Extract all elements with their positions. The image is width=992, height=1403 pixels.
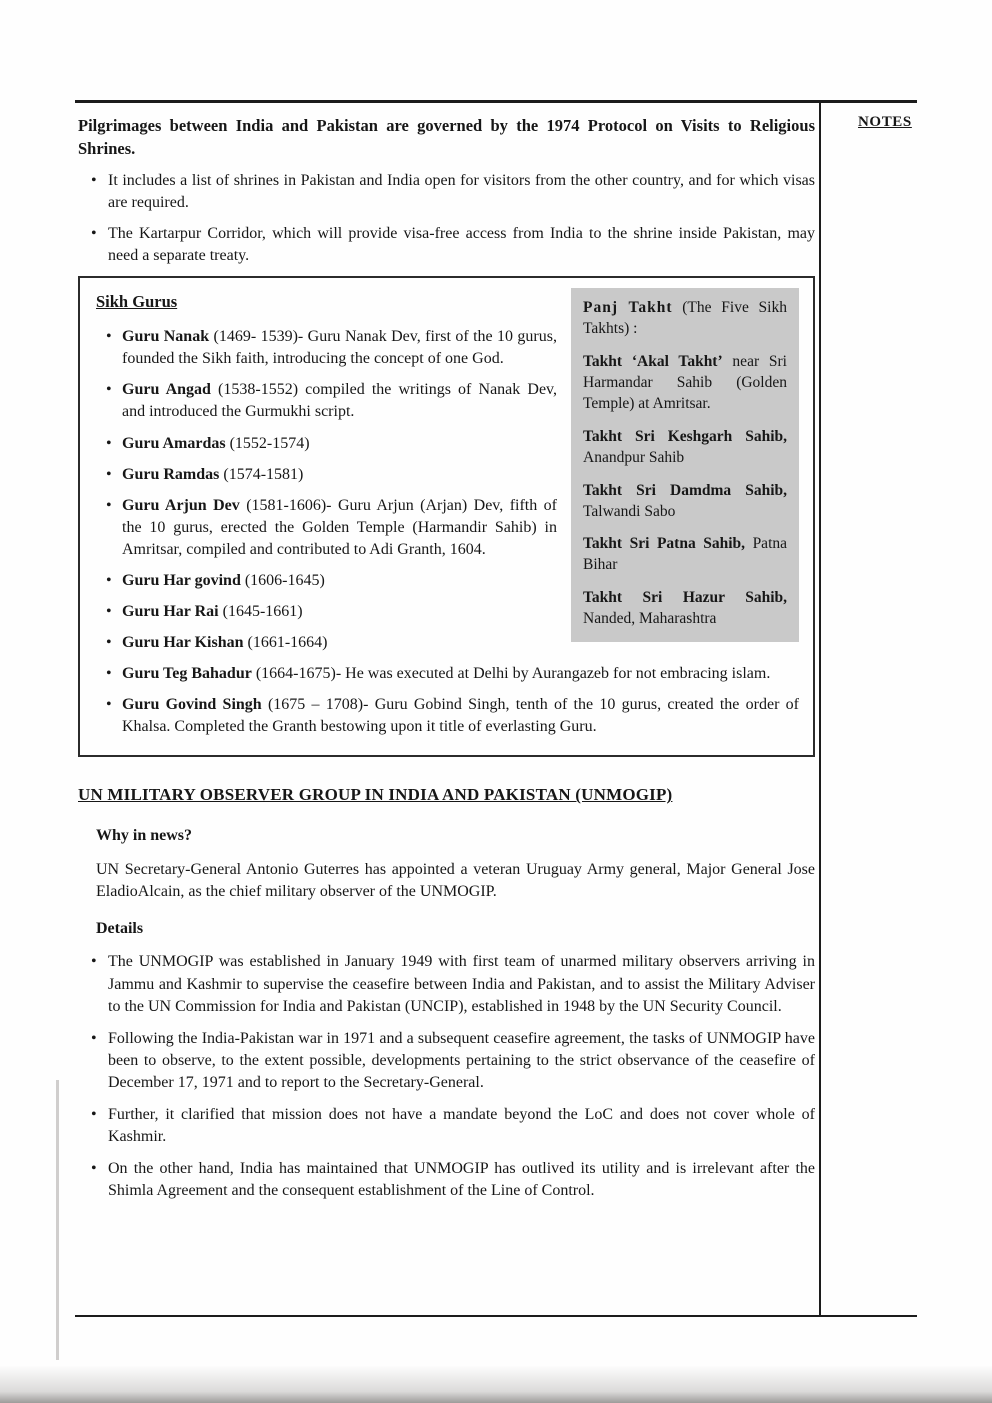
intro-heading: Pilgrimages between India and Pakistan are governed by the 1974 Protocol on Visits to Religious Shrines.	[78, 116, 815, 159]
top-rule	[75, 100, 917, 103]
guru-text: (1675 – 1708)- Guru Gobind Singh, tenth of the 10 gurus, created the order of Khalsa. Completed the Granth bestowing upon it title of everlasting Guru.	[122, 696, 799, 736]
list-item	[94, 464, 799, 486]
bottom-rule	[75, 1315, 917, 1317]
list-item: • Following the India-Pakistan war in 1971 and a subsequent ceasefire agreement, the tasks of UNMOGIP have been to observe, to the extent possible, developments pertaining to the strict observance of the ceasefire of December 17, 1971 and to report to the Secretary-General.	[78, 1028, 815, 1094]
list-item: • Further, it clarified that mission does not have a mandate beyond the LoC and does not cover whole of Kashmir.	[78, 1104, 815, 1148]
sikh-gurus-box	[78, 276, 815, 757]
main-content	[78, 114, 815, 1212]
guru-bullet-list	[94, 326, 799, 738]
list-item: • It includes a list of shrines in Pakistan and India open for visitors from the other country, and for which visas are required.	[78, 170, 815, 214]
guru-name: Guru Har govind	[122, 571, 241, 589]
list-item	[94, 379, 799, 423]
panj-entry-lead: Takht Sri Hazur Sahib,	[583, 589, 787, 607]
details-label: Details	[96, 920, 144, 938]
why-in-news-text: UN Secretary-General Antonio Guterres has appointed a veteran Uruguay Army general, Major General Jose EladioAlcain, as the chief military observer of the UNMOGIP.	[96, 860, 815, 901]
list-item: • On the other hand, India has maintained that UNMOGIP has outlived its utility and is irrelevant after the Shimla Agreement and the consequent establishment of the Line of Control.	[78, 1158, 815, 1202]
panj-entry-lead: Takht ‘Akal Takht’	[583, 353, 723, 370]
panj-entry-lead: Takht Sri Patna Sahib,	[583, 535, 746, 553]
list-item	[94, 601, 799, 623]
guru-text: (1661-1664)	[243, 634, 328, 652]
panj-entry-lead: Takht Sri Damdma Sahib,	[583, 481, 787, 499]
guru-text: (1606-1645)	[240, 571, 325, 589]
panj-entry-lead: Panj Takht	[583, 299, 673, 317]
list-item	[94, 663, 799, 685]
panj-entry-text: Talwandi Sabo	[583, 502, 676, 520]
panj-entry-text: (The Five Sikh Takhts) :	[583, 299, 787, 338]
list-item	[94, 326, 799, 370]
guru-text: (1645-1661)	[218, 603, 303, 621]
guru-name: Guru Teg Bahadur	[122, 665, 252, 683]
guru-name: Guru Ramdas	[122, 465, 220, 483]
notes-column-divider	[819, 100, 821, 1317]
guru-text: (1581-1606)- Guru Arjun (Arjan) Dev, fifth of the 10 gurus, erected the Golden Temple (Harmandir Sahib) in Amritsar, compiled and contributed to Adi Granth, 1604.	[122, 496, 557, 558]
why-in-news-label: Why in news?	[96, 827, 193, 845]
guru-text: (1552-1574)	[225, 434, 310, 452]
scan-edge-artifact	[56, 1080, 59, 1360]
guru-name: Guru Har Rai	[122, 603, 219, 621]
list-item	[94, 495, 799, 561]
intro-bullet-list	[78, 170, 815, 267]
guru-name: Guru Angad	[122, 381, 211, 399]
guru-text: (1538-1552) compiled the writings of Nanak Dev, and introduced the Gurmukhi script.	[122, 381, 558, 421]
guru-name: Guru Har Kishan	[122, 634, 244, 652]
guru-text: (1574-1581)	[219, 465, 304, 483]
guru-text: (1469- 1539)- Guru Nanak Dev, first of the 10 gurus, founded the Sikh faith, introducing the concept of one God.	[122, 328, 557, 368]
guru-name: Guru Nanak	[122, 328, 210, 346]
unmogip-heading: UN MILITARY OBSERVER GROUP IN INDIA AND PAKISTAN (UNMOGIP)	[78, 785, 673, 805]
list-item	[94, 632, 799, 654]
list-item: • The UNMOGIP was established in January 1949 with first team of unarmed military observers arriving in Jammu and Kashmir to supervise the ceasefire between India and Pakistan, and to assist the Military Adviser to the UN Commission for India and Pakistan (UNCIP), established in 1948 by the UN Security Council.	[78, 951, 815, 1017]
panj-entry-lead: Takht Sri Keshgarh Sahib,	[583, 427, 787, 445]
guru-text: (1664-1675)- He was executed at Delhi by Aurangazeb for not embracing islam.	[251, 665, 771, 683]
scan-edge-shadow	[0, 1365, 992, 1403]
panj-entry-text: Nanded, Maharashtra	[583, 610, 717, 628]
list-item	[94, 694, 799, 738]
list-item	[94, 433, 799, 455]
guru-name: Guru Arjun Dev	[122, 496, 240, 514]
panj-entry-text: Anandpur Sahib	[583, 448, 685, 466]
panj-entry-text: near Sri Harmandar Sahib (Golden Temple) at Amritsar.	[583, 353, 787, 412]
list-item: • The Kartarpur Corridor, which will provide visa-free access from India to the shrine inside Pakistan, may need a separate treaty.	[78, 223, 815, 267]
notes-label: NOTES	[858, 114, 912, 130]
panj-entry-text: Patna Bihar	[583, 535, 788, 574]
details-bullet-list	[78, 951, 815, 1202]
guru-name: Guru Amardas	[122, 434, 226, 452]
guru-name: Guru Govind Singh	[122, 696, 262, 714]
sikh-gurus-title: Sikh Gurus	[96, 292, 178, 312]
list-item	[94, 570, 799, 592]
